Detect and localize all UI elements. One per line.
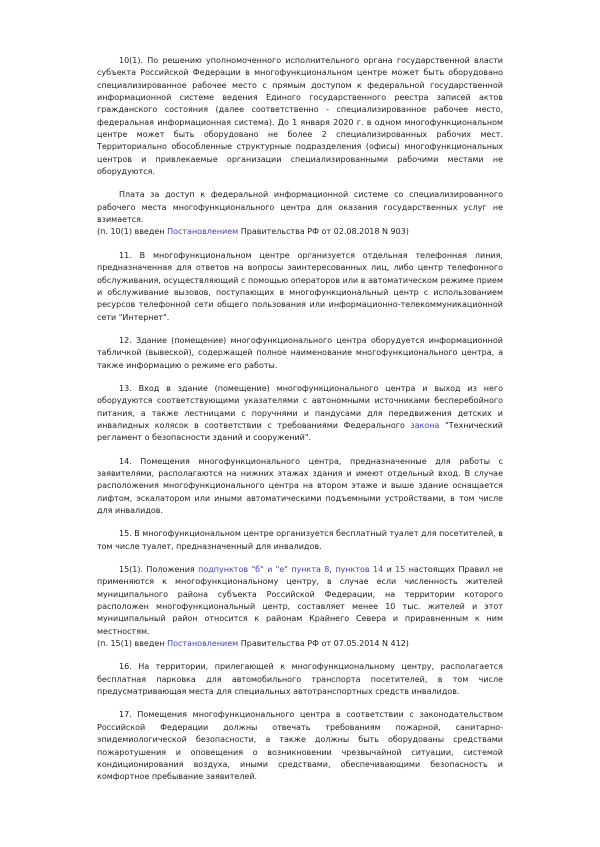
link-podpunkty-b-e-punkta-8[interactable]: подпунктов "б" и "е" пункта 8 <box>198 565 330 575</box>
paragraph-17: 17. Помещения многофункционального центра в соответствии с законодательством Российской Федерации должны отвечать требованиям пожарной, санитарно-эпидемиологической безопасности, а также должны быть оборудованы средствами пожаротушения и оповещения о возникновении чрезвычайной ситуации, системой кондиционирования воздуха, иными средствами, обеспечивающими безопасность и комфортное пребывание заявителей. <box>97 710 503 782</box>
link-punktov-14[interactable]: пунктов 14 <box>335 565 384 575</box>
paragraph-14: 14. Помещения многофункционального центра, предназначенные для работы с заявителями, располагаются на нижних этажах здания и имеют отдельный вход. В случае расположения многофункционального центра на втором этаже и выше здание оснащается лифтом, эскалатором или иными автоматическими подъемными устройствами, в том числе для инвалидов. <box>97 456 503 515</box>
paragraph-16: 16. На территории, прилегающей к многофункциональному центру, располагается бесплатная парковка для автомобильного транспорта посетителей, в том числе предусматривающая места для специальных автотранспортных средств инвалидов. <box>97 662 503 697</box>
paragraph-15-1-seg-0: 15(1). Положения <box>119 565 199 575</box>
paragraph-note-15-1 <box>97 638 503 650</box>
paragraph-13-suffix: "Технический регламент о безопасности зданий и сооружений". <box>97 420 503 443</box>
paragraph-13-prefix: 13. Вход в здание (помещение) многофункционального центра и выход из него оборудуются соответствующими указателями с автономными источниками бесперебойного питания, а также лестницами с поручнями и пандусами для передвижения детских и инвалидных колясок в соответствии с требованиями Федерального <box>97 383 503 430</box>
link-postanovlenie-903[interactable]: Постановлением <box>167 227 239 237</box>
paragraph-15-1-seg-4: и <box>383 565 396 575</box>
note-suffix-15-1: Правительства РФ от 07.05.2014 N 412) <box>238 639 409 649</box>
link-postanovlenie-412[interactable]: Постановлением <box>167 639 239 649</box>
paragraph-fee: Плата за доступ к федеральной информационной системе со специализированного рабочего места многофункционального центра для оказания государственных услуг не взимается. <box>97 190 503 225</box>
paragraph-13 <box>97 383 503 445</box>
link-zakon-tehreglament[interactable]: закона <box>410 420 440 430</box>
paragraph-15-1-seg-2: , <box>329 565 336 575</box>
paragraph-note-10-1 <box>97 226 503 238</box>
paragraph-15: 15. В многофункциональном центре организуется бесплатный туалет для посетителей, в том числе туалет, предназначенный для инвалидов. <box>97 529 503 551</box>
note-prefix-15-1: (п. 15(1) введен <box>97 639 168 649</box>
paragraph-12: 12. Здание (помещение) многофункционального центра оборудуется информационной табличкой (вывеской), содержащей полное наименование многофункционального центра, а также информацию о режиме его работы. <box>97 335 503 370</box>
paragraph-15-1 <box>97 564 503 638</box>
note-suffix-10-1: Правительства РФ от 02.08.2018 N 903) <box>238 227 409 237</box>
note-prefix-10-1: (п. 10(1) введен <box>97 227 168 237</box>
document-text-body <box>97 55 503 795</box>
link-punkt-15[interactable]: 15 <box>395 565 406 575</box>
paragraph-11: 11. В многофункциональном центре организуется отдельная телефонная линия, предназначенная для ответов на вопросы заинтересованных лиц, либо центр телефонного обслуживания, осуществляющий с помощью операторов или в автоматическом режиме прием и обслуживание вызовов, поступающих в многофункциональный центр с использованием ресурсов телефонной сети общего пользования или информационно-телекоммуникационной сети "Интернет". <box>97 250 503 322</box>
paragraph-15-1-seg-6: настоящих Правил не применяются к многофункциональному центру, в случае если численность жителей муниципального района субъекта Российской Федерации, на территории которого расположен многофункциональный центр, составляет менее 10 тыс. жителей и этот муниципальный район относится к районам Крайнего Севера и приравненным к ним местностям. <box>97 565 503 636</box>
paragraph-10-1: 10(1). По решению уполномоченного исполнительного органа государственной власти субъекта Российской Федерации в многофункциональном центре может быть оборудовано специализированное рабочее место с прямым доступом к федеральной государственной информационной системе ведения Единого государственного реестра записей актов гражданского состояния (далее соответственно - специализированное рабочее место, федеральная информационная система). До 1 января 2020 г. в одном многофункциональном центре может быть оборудовано не более 2 специализированных рабочих мест. Территориально обособленные структурные подразделения (офисы) многофункциональных центров и привлекаемые организации специализированными рабочими местами не оборудуются. <box>97 56 503 177</box>
